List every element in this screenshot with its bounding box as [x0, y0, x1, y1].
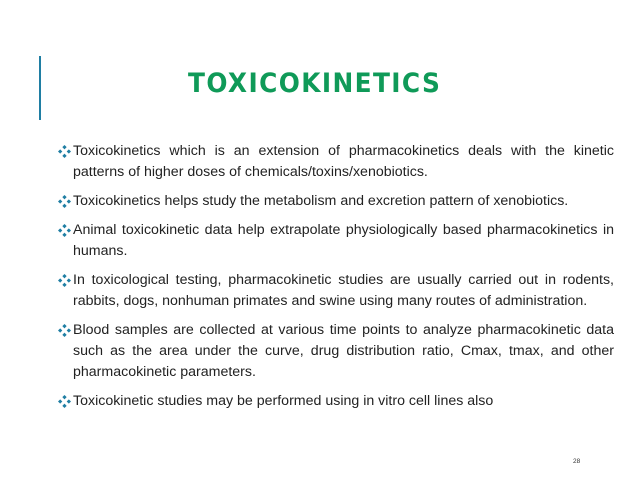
- accent-line: [39, 56, 41, 120]
- diamond-cluster-icon: [58, 145, 71, 158]
- page-number: 28: [573, 458, 581, 465]
- diamond-cluster-icon: [58, 324, 71, 337]
- bullet-list: [58, 141, 614, 420]
- bullet-item: [58, 270, 614, 312]
- slide-title: TOXICOKINETICS: [188, 68, 442, 99]
- bullet-text: Toxicokinetic studies may be performed using in vitro cell lines also: [73, 393, 494, 409]
- bullet-text: In toxicological testing, pharmacokinetic studies are usually carried out in rodents, rabbits, dogs, nonhuman primates and swine using many routes of administration.: [73, 272, 614, 309]
- bullet-item: [58, 191, 614, 212]
- diamond-cluster-icon: [58, 195, 71, 208]
- bullet-item: [58, 220, 614, 262]
- bullet-item: [58, 320, 614, 383]
- diamond-cluster-icon: [58, 224, 71, 237]
- bullet-item: [58, 141, 614, 183]
- bullet-text: Animal toxicokinetic data help extrapolate physiologically based pharmacokinetics in humans.: [73, 222, 614, 259]
- diamond-cluster-icon: [58, 395, 71, 408]
- bullet-item: [58, 391, 614, 412]
- diamond-cluster-icon: [58, 274, 71, 287]
- bullet-text: Toxicokinetics which is an extension of pharmacokinetics deals with the kinetic patterns of higher doses of chemicals/toxins/xenobiotics.: [73, 143, 614, 180]
- bullet-text: Blood samples are collected at various time points to analyze pharmacokinetic data such as the area under the curve, drug distribution ratio, Cmax, tmax, and other pharmacokinetic parameters.: [73, 322, 614, 380]
- bullet-text: Toxicokinetics helps study the metabolism and excretion pattern of xenobiotics.: [73, 193, 569, 209]
